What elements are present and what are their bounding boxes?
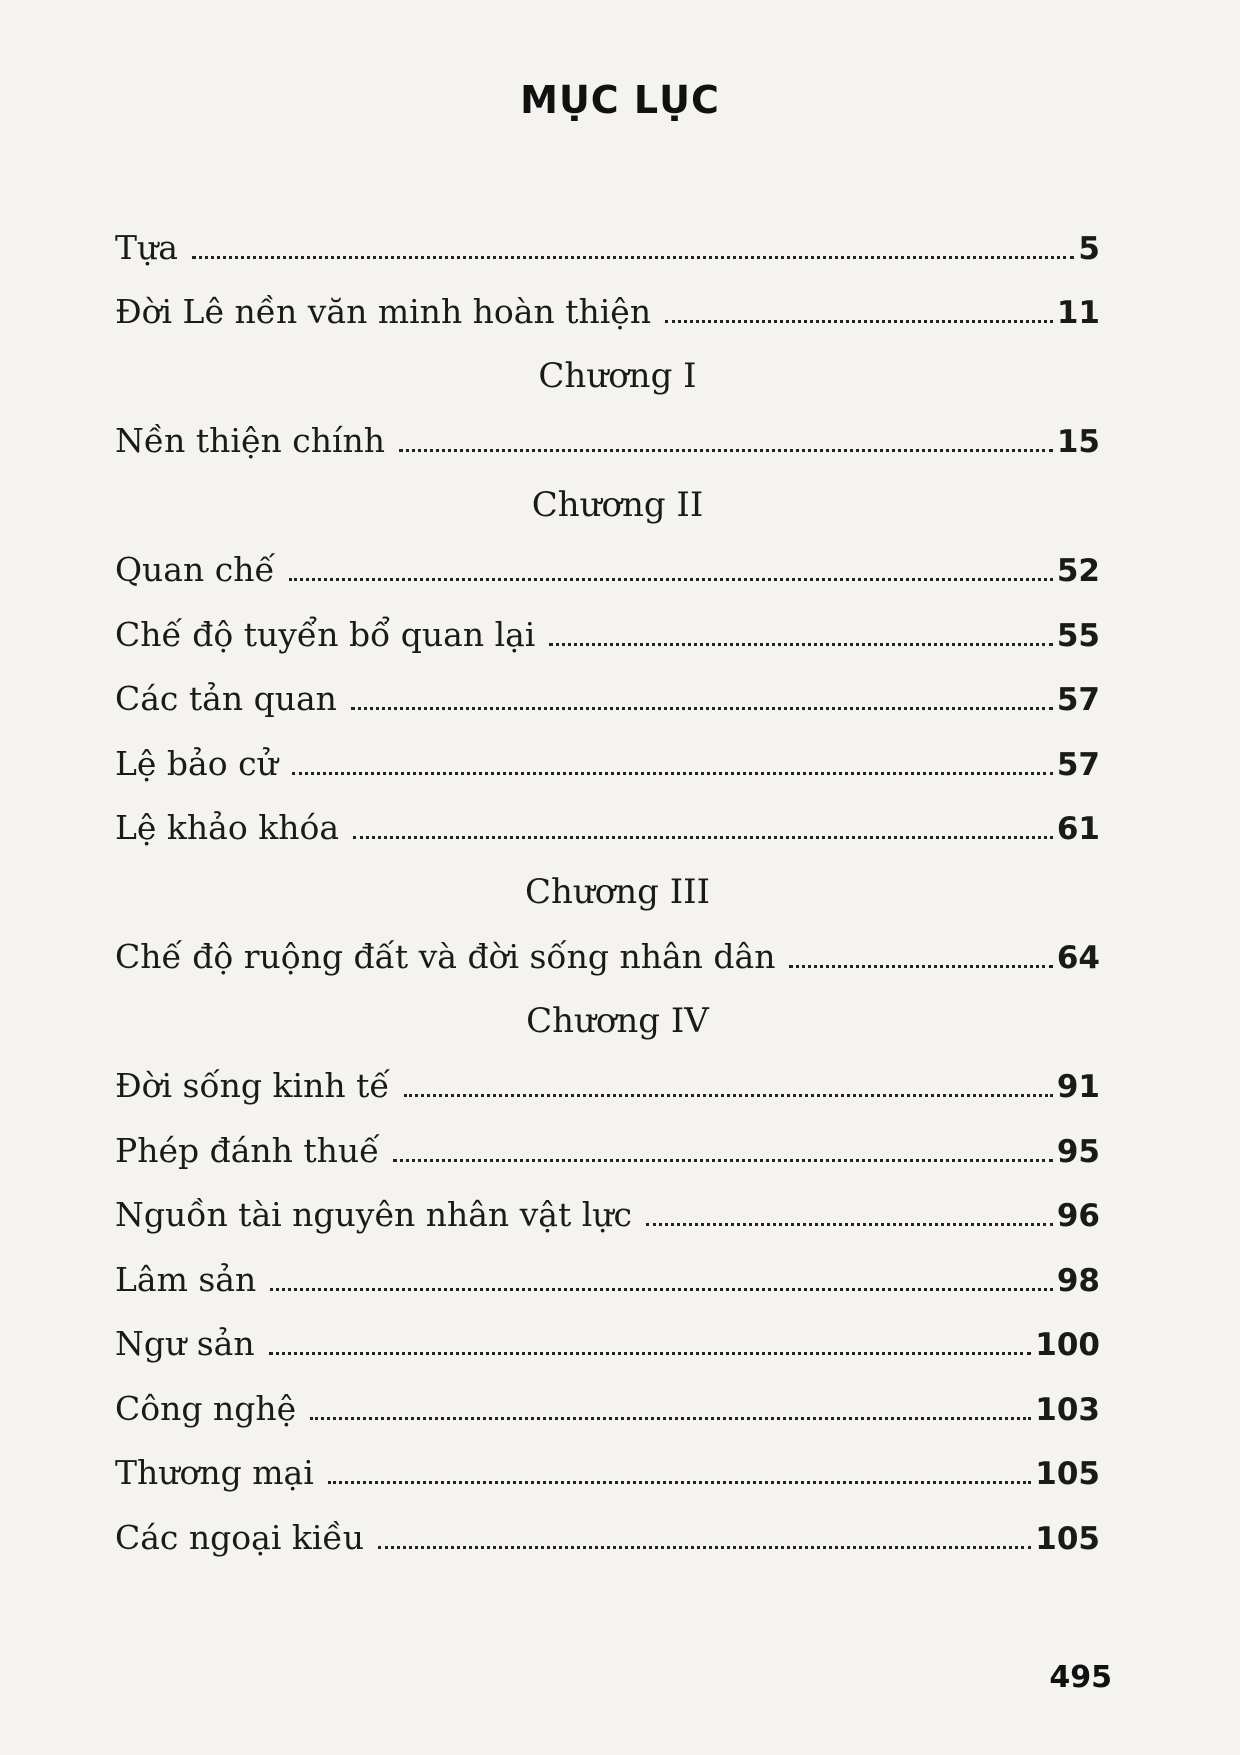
toc-entry xyxy=(115,1453,1100,1492)
toc-entry-label: Ngư sản xyxy=(115,1324,255,1364)
toc-entry-page: 100 xyxy=(1035,1327,1100,1364)
toc-entry-label: Các tản quan xyxy=(115,679,337,719)
dot-leader xyxy=(292,771,1053,775)
toc-entry-page: 57 xyxy=(1056,682,1100,719)
dot-leader xyxy=(646,1222,1053,1226)
toc-row-4 xyxy=(115,409,1100,474)
toc-row-13 xyxy=(115,989,1100,1054)
toc-entry xyxy=(115,679,1100,718)
toc-row-5 xyxy=(115,473,1100,538)
toc-entry xyxy=(115,1389,1100,1428)
toc-entry xyxy=(115,744,1100,783)
dot-leader xyxy=(353,835,1053,839)
dot-leader xyxy=(192,255,1074,259)
toc-row-12 xyxy=(115,925,1100,990)
toc-entry-label: Lệ khảo khóa xyxy=(115,808,340,848)
dot-leader xyxy=(789,964,1052,968)
toc-entry-page: 52 xyxy=(1056,553,1100,590)
toc-entry-label: Thương mại xyxy=(115,1453,314,1493)
chapter-heading: Chương IV xyxy=(526,1001,709,1042)
toc-entry-label: Quan chế xyxy=(115,550,275,590)
toc-entry-page: 55 xyxy=(1056,617,1100,654)
dot-leader xyxy=(404,1093,1053,1097)
toc-entry-page: 91 xyxy=(1056,1069,1100,1106)
toc-entry-page: 5 xyxy=(1078,230,1100,267)
toc-entry-page: 105 xyxy=(1035,1520,1100,1557)
toc-row-1 xyxy=(115,215,1100,280)
toc-row-10 xyxy=(115,796,1100,861)
toc-entry xyxy=(115,937,1100,976)
toc-row-16 xyxy=(115,1183,1100,1248)
dot-leader xyxy=(351,706,1053,710)
toc-entry-page: 15 xyxy=(1056,424,1100,461)
toc-entry-page: 98 xyxy=(1056,1262,1100,1299)
toc-row-20 xyxy=(115,1441,1100,1506)
toc-entry xyxy=(115,615,1100,654)
dot-leader xyxy=(665,319,1053,323)
toc-entry-page: 105 xyxy=(1035,1456,1100,1493)
toc-row-2 xyxy=(115,280,1100,345)
toc-entry-page: 95 xyxy=(1056,1133,1100,1170)
toc-entry-label: Đời sống kinh tế xyxy=(115,1066,390,1106)
toc-row-15 xyxy=(115,1118,1100,1183)
toc-row-21 xyxy=(115,1505,1100,1570)
dot-leader xyxy=(310,1416,1031,1420)
toc-entry-page: 103 xyxy=(1035,1391,1100,1428)
toc-entry-label: Lâm sản xyxy=(115,1259,257,1299)
toc-entry xyxy=(115,550,1100,589)
toc-entry-label: Nguồn tài nguyên nhân vật lực xyxy=(115,1195,632,1235)
dot-leader xyxy=(270,1287,1053,1291)
dot-leader xyxy=(269,1351,1032,1355)
dot-leader xyxy=(549,642,1052,646)
dot-leader xyxy=(399,448,1053,452)
chapter-heading: Chương I xyxy=(538,356,697,397)
toc-entry xyxy=(115,228,1100,267)
toc-entry xyxy=(115,1066,1100,1105)
toc-entry xyxy=(115,1324,1100,1363)
toc-entry xyxy=(115,292,1100,331)
toc-entry-label: Đời Lê nền văn minh hoàn thiện xyxy=(115,292,652,332)
toc-row-17 xyxy=(115,1247,1100,1312)
toc-row-18 xyxy=(115,1312,1100,1377)
dot-leader xyxy=(393,1158,1052,1162)
toc-entry-label: Chế độ ruộng đất và đời sống nhân dân xyxy=(115,937,776,977)
chapter-heading: Chương III xyxy=(524,872,711,913)
toc-entry-label: Chế độ tuyển bổ quan lại xyxy=(115,614,536,654)
toc-row-19 xyxy=(115,1376,1100,1441)
toc-entry xyxy=(115,1131,1100,1170)
toc-row-6 xyxy=(115,538,1100,603)
toc-row-14 xyxy=(115,1054,1100,1119)
toc-entry-label: Phép đánh thuế xyxy=(115,1130,380,1170)
toc-row-9 xyxy=(115,731,1100,796)
toc-entry-label: Công nghệ xyxy=(115,1388,297,1428)
toc-row-3 xyxy=(115,344,1100,409)
toc-entry-page: 11 xyxy=(1056,295,1100,332)
toc-entry-label: Tựa xyxy=(115,227,178,267)
page-number: 495 xyxy=(1049,1660,1112,1695)
toc-entry-page: 64 xyxy=(1056,940,1100,977)
toc-entry-label: Nền thiện chính xyxy=(115,421,386,461)
chapter-heading: Chương II xyxy=(531,485,704,526)
page-title: MỤC LỤC xyxy=(520,78,720,122)
toc-row-8 xyxy=(115,667,1100,732)
toc-entry xyxy=(115,1518,1100,1557)
toc-entry xyxy=(115,1260,1100,1299)
toc-entry-page: 96 xyxy=(1056,1198,1100,1235)
toc-entry xyxy=(115,421,1100,460)
toc-entry-page: 61 xyxy=(1056,811,1100,848)
dot-leader xyxy=(328,1480,1032,1484)
table-of-contents xyxy=(115,215,1100,1570)
toc-entry-label: Các ngoại kiều xyxy=(115,1517,364,1557)
toc-entry xyxy=(115,1195,1100,1234)
toc-entry xyxy=(115,808,1100,847)
toc-row-11 xyxy=(115,860,1100,925)
dot-leader xyxy=(289,577,1053,581)
toc-entry-page: 57 xyxy=(1056,746,1100,783)
dot-leader xyxy=(378,1545,1031,1549)
toc-row-7 xyxy=(115,602,1100,667)
toc-entry-label: Lệ bảo cử xyxy=(115,743,278,783)
